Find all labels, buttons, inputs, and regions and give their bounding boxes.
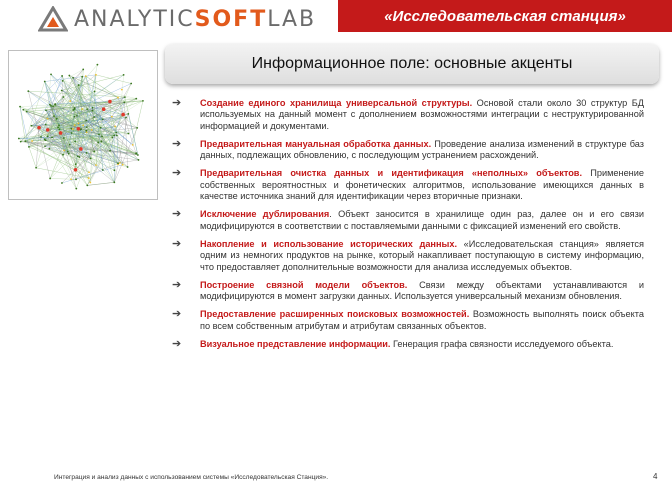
graph-node	[54, 104, 56, 106]
bullet-item	[168, 139, 644, 162]
graph-node	[86, 126, 88, 128]
graph-node	[49, 178, 51, 180]
arrow-right-icon: ➔	[172, 167, 182, 180]
bullet-highlight: Исключение дублирования	[200, 209, 330, 220]
graph-node	[78, 84, 80, 86]
graph-node	[136, 127, 138, 129]
page-number: 4	[653, 472, 658, 481]
header-band	[338, 0, 672, 32]
network-graph-image	[8, 50, 158, 200]
bullet-item	[168, 339, 644, 350]
bullet-text: «Исследовательская станция» является одним из немногих продуктов на рынке, который накапливает поступающую в систему информацию, что предоставляет дополнительные возможности для анализа исследуемых объектов.	[200, 238, 644, 272]
graph-node	[20, 141, 22, 143]
graph-node	[53, 115, 55, 117]
graph-node	[81, 108, 83, 110]
graph-node	[67, 151, 69, 153]
arrow-right-icon: ➔	[172, 237, 182, 250]
graph-node	[125, 117, 127, 119]
graph-node	[136, 152, 138, 154]
graph-node	[22, 109, 24, 111]
graph-node	[86, 152, 88, 154]
graph-node	[95, 74, 97, 76]
graph-node	[97, 142, 99, 144]
graph-node	[19, 106, 21, 108]
bullet-text: Основой стали около 30 структур БД используемых на данный момент с дополнением возможностями интеграции с неструктурированной информацией и документами.	[200, 98, 644, 131]
graph-edge	[20, 107, 25, 142]
bullet-highlight: Создание единого хранилища универсальной структуры.	[200, 98, 473, 108]
graph-node	[63, 150, 65, 152]
graph-node	[70, 178, 72, 180]
graph-node	[79, 147, 83, 151]
graph-node	[47, 135, 49, 137]
graph-node	[72, 109, 74, 111]
graph-node	[95, 164, 97, 166]
header-band-title: «Исследовательская станция»	[384, 7, 626, 25]
bullet-highlight: Визуальное представление информации.	[200, 339, 391, 350]
bullet-text: Генерация графа связности исследуемого объекта.	[390, 339, 614, 350]
graph-node	[113, 181, 115, 183]
graph-node	[45, 139, 47, 141]
graph-edge	[101, 128, 137, 153]
graph-edge	[29, 147, 36, 168]
graph-node	[56, 118, 58, 120]
graph-node	[100, 127, 102, 129]
graph-node	[113, 135, 115, 137]
graph-node	[102, 107, 106, 111]
graph-node	[68, 75, 70, 77]
graph-node	[18, 138, 20, 140]
graph-node	[62, 154, 64, 156]
graph-node	[88, 177, 90, 179]
graph-node	[24, 140, 26, 142]
graph-node	[74, 107, 76, 109]
graph-node	[45, 109, 47, 111]
graph-node	[102, 169, 104, 171]
bullet-item	[168, 239, 644, 273]
graph-node	[26, 111, 28, 113]
triangle-logo-icon	[38, 6, 68, 32]
arrow-right-icon: ➔	[172, 208, 182, 221]
graph-node	[35, 167, 37, 169]
graph-node	[119, 162, 121, 164]
graph-node	[27, 90, 29, 92]
graph-node	[85, 120, 87, 122]
graph-node	[117, 97, 119, 99]
graph-node	[94, 91, 96, 93]
graph-node	[124, 96, 126, 98]
graph-node	[48, 148, 50, 150]
graph-edge	[36, 168, 89, 178]
graph-node	[63, 137, 65, 139]
graph-node	[102, 118, 104, 120]
bullet-item	[168, 280, 644, 303]
graph-node	[100, 140, 102, 142]
bullet-text: Связи между объектами устанавливаются и модифицируются в момент загрузки данных. Используется универсальный механизм обновления.	[200, 279, 644, 302]
graph-node	[91, 129, 93, 131]
graph-node	[70, 128, 72, 130]
graph-node	[109, 150, 111, 152]
arrow-right-icon: ➔	[172, 338, 182, 351]
graph-node	[101, 136, 103, 138]
graph-node	[142, 100, 144, 102]
bullet-text: . Объект заносится в хранилище один раз, далее он и его связи модифицируются в соответствии с поставляемыми данными с фиксацией изменений его свойств.	[200, 209, 645, 231]
bullet-highlight: Построение связной модели объектов.	[200, 279, 408, 290]
graph-edge	[117, 135, 139, 159]
graph-node	[112, 137, 114, 139]
graph-node	[135, 98, 137, 100]
graph-node	[86, 184, 88, 186]
graph-node	[90, 158, 92, 160]
graph-node	[74, 124, 76, 126]
graph-node	[122, 164, 124, 166]
bullet-item	[168, 309, 644, 332]
graph-node	[82, 125, 84, 127]
graph-edge	[114, 75, 123, 182]
graph-node	[76, 115, 78, 117]
graph-node	[85, 75, 87, 77]
bullet-highlight: Предварительная очистка данных и идентификация «неполных» объектов.	[200, 168, 583, 179]
graph-node	[52, 105, 54, 107]
graph-node	[68, 153, 70, 155]
bullet-text: Проведение анализа изменений в структуре баз данных, подлежащих обновлению, с последующим устранением расхождений.	[200, 138, 644, 161]
graph-node	[82, 69, 84, 71]
bullet-highlight: Предоставление расширенных поисковых возможностей.	[200, 309, 470, 320]
graph-node	[97, 64, 99, 66]
graph-node	[62, 80, 64, 82]
graph-node	[74, 116, 76, 118]
graph-node	[74, 141, 76, 143]
graph-node	[115, 132, 117, 134]
graph-node	[72, 77, 74, 79]
graph-node	[51, 136, 53, 138]
graph-node	[132, 144, 134, 146]
graph-node	[138, 159, 140, 161]
graph-node	[59, 131, 63, 135]
graph-node	[89, 182, 91, 184]
graph-node	[130, 83, 132, 85]
graph-node	[127, 166, 129, 168]
graph-node	[44, 81, 46, 83]
footer-text: Интеграция и анализ данных с использованием системы «Исследовательская Станция».	[54, 474, 329, 481]
bullet-highlight: Предварительная мануальная обработка данных.	[200, 138, 432, 149]
graph-node	[78, 156, 80, 158]
graph-node	[69, 100, 71, 102]
graph-node	[77, 155, 79, 157]
graph-node	[31, 140, 33, 142]
graph-node	[46, 128, 50, 132]
graph-node	[117, 162, 119, 164]
graph-node	[98, 134, 100, 136]
graph-node	[93, 151, 95, 153]
arrow-right-icon: ➔	[172, 278, 182, 291]
graph-node	[61, 90, 63, 92]
logo-text: ANALYTICSOFTLAB	[74, 6, 317, 32]
bullet-highlight: Накопление и использование исторических данных.	[200, 238, 458, 249]
graph-node	[28, 146, 30, 148]
bullet-item	[168, 98, 644, 132]
graph-edge	[23, 106, 51, 110]
graph-node	[77, 127, 81, 131]
graph-node	[127, 133, 129, 135]
arrow-right-icon: ➔	[172, 97, 182, 109]
topic-title-bar	[165, 44, 659, 84]
graph-node	[123, 74, 125, 76]
graph-node	[116, 135, 118, 137]
graph-node	[49, 104, 51, 106]
graph-node	[57, 126, 59, 128]
graph-edge	[87, 182, 114, 185]
graph-node	[62, 96, 64, 98]
graph-node	[85, 130, 87, 132]
bullet-text: Возможность выполнять поиск объекта по всем собственным атрибутам и атрибутам связанных объектов.	[200, 309, 645, 331]
graph-node	[40, 136, 42, 138]
company-logo	[38, 6, 316, 32]
bullet-text: Применение собственных вероятностных и фонетических алгоритмов, использование имеющихся данных в качестве источника знаний для идентификации через вторичные признаки.	[200, 168, 644, 202]
graph-node	[31, 125, 33, 127]
graph-node	[72, 128, 74, 130]
bullet-list	[168, 98, 644, 350]
graph-node	[75, 178, 77, 180]
graph-node	[121, 89, 123, 91]
graph-node	[121, 113, 125, 117]
graph-node	[71, 132, 73, 134]
graph-node	[114, 126, 116, 128]
graph-node	[86, 108, 88, 110]
graph-node	[137, 154, 139, 156]
graph-node	[37, 126, 41, 130]
graph-node	[69, 144, 71, 146]
graph-node	[45, 124, 47, 126]
graph-node	[78, 122, 80, 124]
graph-node	[58, 124, 60, 126]
graph-node	[58, 128, 60, 130]
graph-node	[111, 116, 113, 118]
arrow-right-icon: ➔	[172, 137, 182, 150]
graph-node	[88, 171, 90, 173]
graph-node	[61, 182, 63, 184]
graph-node	[74, 168, 78, 172]
graph-node	[81, 76, 83, 78]
graph-node	[61, 75, 63, 77]
graph-node	[75, 188, 77, 190]
arrow-right-icon: ➔	[172, 308, 182, 321]
graph-node	[44, 145, 46, 147]
bullet-item	[168, 209, 644, 232]
graph-node	[75, 163, 77, 165]
graph-node	[93, 116, 95, 118]
bullet-item	[168, 168, 644, 202]
graph-node	[92, 110, 94, 112]
graph-node	[50, 74, 52, 76]
graph-node	[113, 169, 115, 171]
topic-title: Информационное поле: основные акценты	[251, 55, 573, 72]
graph-node	[127, 113, 129, 115]
graph-node	[123, 101, 125, 103]
graph-node	[108, 100, 112, 104]
graph-node	[92, 107, 94, 109]
graph-node	[47, 118, 49, 120]
